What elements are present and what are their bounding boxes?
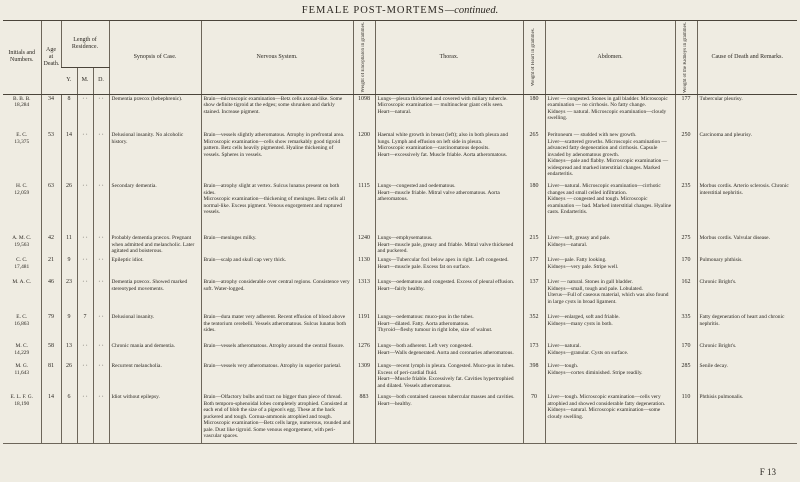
cell-thorax: Lungs—oedematous: muco-pus in the tubes. Heart—dilated. Fatty. Aorta atheromatous. Thyroid—fleshy tumour in right lobe, size of walnut. <box>375 313 523 342</box>
cell-cause: Morbus cordis. Valvular disease. <box>697 234 797 256</box>
cell-m: · · <box>77 278 93 313</box>
cell-age: 46 <box>41 278 61 313</box>
cell-age: 81 <box>41 362 61 393</box>
cell-y: 14 <box>61 131 77 182</box>
cell-kid: 110 <box>675 393 697 443</box>
cell-age: 53 <box>41 131 61 182</box>
header-years: Y. <box>61 67 77 94</box>
header-length: Length of Residence. <box>61 21 109 68</box>
cell-y: 26 <box>61 182 77 234</box>
cell-cause: Chronic Bright's. <box>697 342 797 362</box>
table-row <box>3 256 797 278</box>
cell-abdomen: Liver—enlarged, soft and friable. Kidneys—many cysts in both. <box>545 313 675 342</box>
cell-cause: Pulmonary phthisis. <box>697 256 797 278</box>
title-text: FEMALE POST-MORTEMS <box>301 5 445 16</box>
cell-heart: 265 <box>523 131 545 182</box>
title-suffix: —continued. <box>444 5 499 16</box>
cell-kid: 285 <box>675 362 697 393</box>
cell-nervous: Brain—microscopic examination—Betz cells axonal-like. Some show definite tigroid at the edges; some shrunken and darkly stained. Increase pigment. <box>201 94 353 131</box>
cell-abdomen: Liver—pale. Fatty looking. Kidneys—very pale. Stripe well. <box>545 256 675 278</box>
cell-enc: 1191 <box>353 313 375 342</box>
cell-cause: Tubercular pleurisy. <box>697 94 797 131</box>
cell-synopsis: Chronic mania and dementia. <box>109 342 201 362</box>
cell-cause: Morbus cordis. Arterio sclerosis. Chronic interstitial nephritis. <box>697 182 797 234</box>
cell-d: · · <box>93 131 109 182</box>
cell-d: · · <box>93 393 109 443</box>
cell-enc: 1130 <box>353 256 375 278</box>
header-row <box>3 21 797 68</box>
cell-enc: 1276 <box>353 342 375 362</box>
cell-enc: 1115 <box>353 182 375 234</box>
cell-nervous: Brain—Olfactory bulbs and tract no bigger than piece of thread. Both temporo-sphenoidal lobes completely atrophied. Consisted at each end of blob the size of a pigeon's egg. These at the back puckered and tough. Cornua-ammonis atrophied and tough. Microscopic examination—Betz cells large, numerous, rounded and pale. Dust like tigroid. Some venous engorgement, with peri-vascular spaces. <box>201 393 353 443</box>
cell-abdomen: Liver — natural. Stones in gall bladder. Kidneys—small, tough and pale. Lobulated. Uterus—Full of caseous material, which was also found in large cysts in broad ligament. <box>545 278 675 313</box>
cell-nervous: Brain—scalp and skull cap very thick. <box>201 256 353 278</box>
cell-y: 23 <box>61 278 77 313</box>
cell-m: · · <box>77 256 93 278</box>
cell-thorax: Lungs—Tubercular foci below apex in right. Left congested. Heart—muscle pale. Excess fat on surface. <box>375 256 523 278</box>
cell-thorax: Lungs—recent lymph in pleura. Congested. Muco-pus in tubes. Excess of peri-cardial fluid. Heart—Muscle friable. Excessively fat. Cavities hypertrophied and dilated. Vessels atheromatous. <box>375 362 523 393</box>
cell-age: 79 <box>41 313 61 342</box>
cell-initials: C. C. 17,481 <box>14 257 30 270</box>
cell-abdomen: Liver—soft, greasy and pale. Kidneys—natural. <box>545 234 675 256</box>
cell-synopsis: Secondary dementia. <box>109 182 201 234</box>
cell-abdomen: Peritoneum — studded with new growth. Liver—scattered growths. Microscopic examination — advanced fatty degeneration and cirrhosis. Capsule invaded by adenomatous growth. Kidneys—pale and flabby. Microscopic examination — widespread and marked interstitial changes. Marked endarteritis. <box>545 131 675 182</box>
cell-m: · · <box>77 362 93 393</box>
cell-age: 14 <box>41 393 61 443</box>
cell-heart: 352 <box>523 313 545 342</box>
cell-nervous: Brain—vessels atheromatous. Atrophy around the central fissure. <box>201 342 353 362</box>
cell-m: 7 <box>77 313 93 342</box>
cell-enc: 1309 <box>353 362 375 393</box>
cell-age: 58 <box>41 342 61 362</box>
cell-d: · · <box>93 362 109 393</box>
cell-age: 42 <box>41 234 61 256</box>
cell-initials: E. L. F. G. 18,190 <box>3 393 41 443</box>
post-mortem-table <box>3 20 797 444</box>
cell-cause: Senile decay. <box>697 362 797 393</box>
cell-thorax: Lungs—emphysematous. Heart—muscle pale, greasy and friable. Mitral valve thickened and puckered. <box>375 234 523 256</box>
header-kidneys-text: Weight of the Kidneys in grammes. <box>683 22 688 93</box>
cell-kid: 162 <box>675 278 697 313</box>
cell-initials: B. B. B. 18,284 <box>12 95 31 109</box>
table-body <box>3 94 797 443</box>
cell-initials: E. C. 16,863 <box>14 314 30 327</box>
header-months: M. <box>77 67 93 94</box>
cell-initials: A. M. C. 19,563 <box>12 235 32 248</box>
cell-nervous: Brain—vessels very atheromatous. Atrophy in superior parietal. <box>201 362 353 393</box>
page-number: F 13 <box>759 467 776 477</box>
cell-initials: E. C. 13,375 <box>14 132 30 145</box>
cell-nervous: Brain—dura mater very adherent. Recent effusion of blood above the tentorium cerebelli. Vessels atheromatous. Sulcus lunatus both sides. <box>201 313 353 342</box>
cell-d: · · <box>93 94 109 131</box>
cell-age: 63 <box>41 182 61 234</box>
cell-initials: M. C. 14,229 <box>14 343 30 356</box>
cell-y: 26 <box>61 362 77 393</box>
cell-y: 9 <box>61 256 77 278</box>
cell-m: · · <box>77 234 93 256</box>
table-row <box>3 131 797 182</box>
table-row <box>3 313 797 342</box>
cell-synopsis: Probably dementia præcox. Pregnant when admitted and melancholic. Later agitated and boisterous. <box>109 234 201 256</box>
cell-heart: 137 <box>523 278 545 313</box>
cell-kid: 170 <box>675 342 697 362</box>
table-row <box>3 234 797 256</box>
cell-d: · · <box>93 342 109 362</box>
cell-kid: 250 <box>675 131 697 182</box>
cell-d: · · <box>93 234 109 256</box>
cell-synopsis: Epileptic idiot. <box>109 256 201 278</box>
table-row <box>3 182 797 234</box>
table-row <box>3 94 797 131</box>
header-initials: Initials and Numbers. <box>3 21 41 95</box>
header-cause: Cause of Death and Remarks. <box>697 21 797 95</box>
cell-cause: Carcinoma and pleurisy. <box>697 131 797 182</box>
cell-nervous: Brain—vessels slightly atheromatous. Atrophy in prefrontal area. Microscopic examination—cells show remarkably good tigroid pattern. Betz cells heavily pigmented. Hyaline thickening of vessels. Spheres in vessels. <box>201 131 353 182</box>
cell-d: · · <box>93 182 109 234</box>
cell-nervous: Brain—atrophy considerable over central regions. Consistence very soft. Water-logged. <box>201 278 353 313</box>
cell-kid: 335 <box>675 313 697 342</box>
cell-synopsis: Dementia præcox (hebephrenic). <box>109 94 201 131</box>
header-thorax: Thorax. <box>375 21 523 95</box>
cell-m: · · <box>77 131 93 182</box>
cell-heart: 177 <box>523 256 545 278</box>
cell-initials: H. C. 12,059 <box>14 183 30 196</box>
cell-m: · · <box>77 342 93 362</box>
cell-synopsis: Delusional insanity. No alcoholic history. <box>109 131 201 182</box>
cell-heart: 173 <box>523 342 545 362</box>
cell-y: 8 <box>61 94 77 131</box>
table-row <box>3 362 797 393</box>
header-nervous: Nervous System. <box>201 21 353 95</box>
cell-thorax: Lungs—oedematous and congested. Excess of pleural effusion. Heart—fairly healthy. <box>375 278 523 313</box>
cell-age: 21 <box>41 256 61 278</box>
cell-d: · · <box>93 313 109 342</box>
page-title <box>0 5 800 16</box>
cell-y: 6 <box>61 393 77 443</box>
cell-thorax: Lungs—both adherent. Left very congested. Heart—Walls degenerated. Aorta and coronaries atheromatous. <box>375 342 523 362</box>
cell-y: 9 <box>61 313 77 342</box>
header-days: D. <box>93 67 109 94</box>
cell-thorax: Lungs—congested and oedematous. Heart—muscle friable. Mitral valve atheromatous. Aorta atheromatous. <box>375 182 523 234</box>
cell-synopsis: Idiot without epilepsy. <box>109 393 201 443</box>
cell-heart: 398 <box>523 362 545 393</box>
header-encephalon <box>353 21 375 95</box>
header-age: Age at Death. <box>41 21 61 95</box>
cell-abdomen: Liver—natural. Kidneys—granular. Cysts on surface. <box>545 342 675 362</box>
cell-thorax: Lungs—pleura thickened and covered with miliary tubercle. Microscopic examination — multinuclear giant cells seen. Heart—natural. <box>375 94 523 131</box>
cell-initials: M. G. 11,643 <box>14 363 30 376</box>
cell-heart: 180 <box>523 94 545 131</box>
cell-thorax: Haemal white growth in breast (left); also in both pleura and lungs. Lymph and effusion on left side in pleura. Microscopic examination—carcinomatous deposits. Heart—excessively fat. Muscle friable. Aorta atheromatous. <box>375 131 523 182</box>
cell-nervous: Brain—atrophy slight at vertex. Sulcus lunatus present on both sides. Microscopic examination—thickening of meninges. Betz cells all normal-like. Excess pigment. Venous engorgement and ruptured vessels. <box>201 182 353 234</box>
header-abdomen: Abdomen. <box>545 21 675 95</box>
cell-m: · · <box>77 94 93 131</box>
cell-heart: 70 <box>523 393 545 443</box>
header-synopsis: Synopsis of Case. <box>109 21 201 95</box>
cell-kid: 275 <box>675 234 697 256</box>
cell-abdomen: Liver — congested. Stones in gall bladder. Microscopic examination — no cirrhosis. No fatty change. Kidneys — natural. Microscopic examination—cloudy swelling. <box>545 94 675 131</box>
cell-synopsis: Delusional insanity. <box>109 313 201 342</box>
cell-kid: 170 <box>675 256 697 278</box>
cell-thorax: Lungs—both contained caseous tubercular masses and cavities. Heart—healthy. <box>375 393 523 443</box>
cell-y: 13 <box>61 342 77 362</box>
cell-abdomen: Liver—tough. Kidneys—cortex diminished. Stripe readily. <box>545 362 675 393</box>
cell-kid: 177 <box>675 94 697 131</box>
cell-heart: 215 <box>523 234 545 256</box>
cell-abdomen: Liver—natural. Microscopic examination—cirrhotic changes and small celled infiltration. Kidneys — congested and tough. Microscopic examination — bad. Marked interstitial changes. Hyaline casts. Endarteritis. <box>545 182 675 234</box>
cell-cause: Chronic Bright's. <box>697 278 797 313</box>
header-heart-text: Weight of Heart in grammes. <box>531 28 536 87</box>
cell-synopsis: Recurrent melancholia. <box>109 362 201 393</box>
header-kidneys <box>675 21 697 95</box>
cell-enc: 1098 <box>353 94 375 131</box>
cell-d: · · <box>93 256 109 278</box>
cell-m: · · <box>77 393 93 443</box>
cell-initials: M. A. C. <box>12 279 32 286</box>
table-row <box>3 342 797 362</box>
header-heart <box>523 21 545 95</box>
cell-cause: Phthisis pulmonalis. <box>697 393 797 443</box>
cell-kid: 235 <box>675 182 697 234</box>
cell-y: 11 <box>61 234 77 256</box>
cell-abdomen: Liver—tough. Microscopic examination—cells very atrophied and showed considerable fatty degeneration. Kidneys—natural. Microscopic examination—some cloudy swelling. <box>545 393 675 443</box>
cell-m: · · <box>77 182 93 234</box>
cell-synopsis: Dementia præcox. Showed marked stereotyped movements. <box>109 278 201 313</box>
cell-d: · · <box>93 278 109 313</box>
cell-enc: 1313 <box>353 278 375 313</box>
cell-enc: 1200 <box>353 131 375 182</box>
cell-cause: Fatty degeneration of heart and chronic nephritis. <box>697 313 797 342</box>
cell-enc: 883 <box>353 393 375 443</box>
table-row <box>3 393 797 443</box>
cell-heart: 180 <box>523 182 545 234</box>
cell-age: 34 <box>41 94 61 131</box>
cell-enc: 1240 <box>353 234 375 256</box>
header-encephalon-text: Weight of Encephalon in grammes. <box>361 22 366 93</box>
table-row <box>3 278 797 313</box>
cell-nervous: Brain—meninges milky. <box>201 234 353 256</box>
